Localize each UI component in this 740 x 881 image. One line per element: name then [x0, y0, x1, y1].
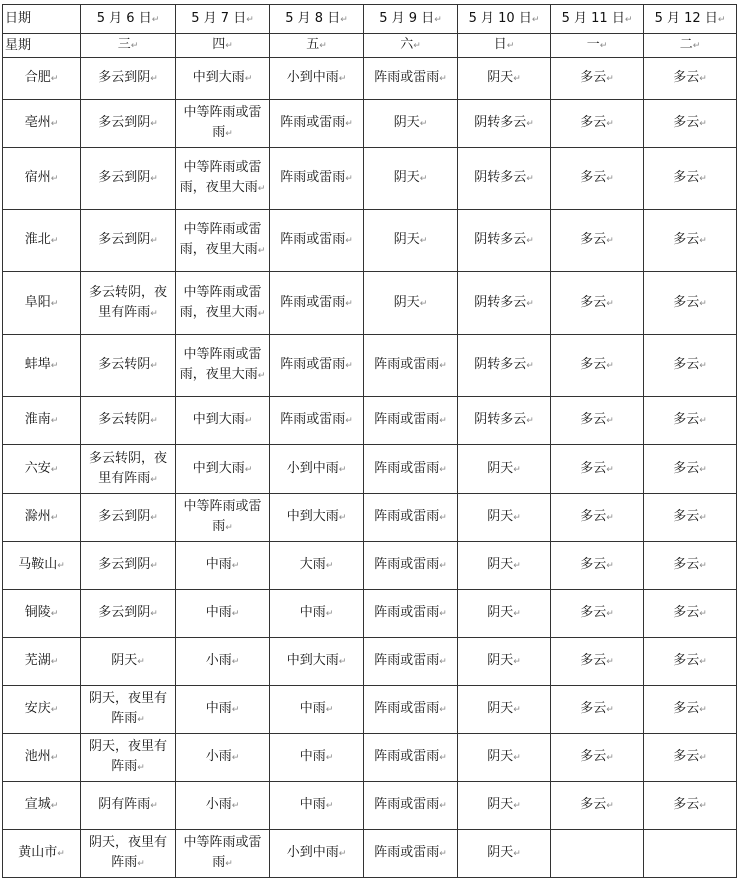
- city-name-cell: 淮北↵: [3, 210, 81, 272]
- table-row: [3, 397, 737, 445]
- forecast-text: 阵雨或雷雨: [374, 509, 440, 524]
- forecast-text: 中到大雨: [192, 460, 245, 476]
- table-row: [3, 445, 737, 494]
- weekday-header: 六↵: [364, 34, 458, 58]
- forecast-text: 多云: [673, 294, 700, 310]
- forecast-text: 阴天: [111, 653, 138, 668]
- city-name-cell: 芜湖↵: [3, 638, 81, 686]
- forecast-cell: 阴转多云↵: [458, 335, 551, 397]
- forecast-text: 阴转多云: [474, 357, 527, 372]
- date-header: 5 月 6 日↵: [81, 5, 176, 34]
- forecast-cell: 阵雨或雷雨↵: [270, 397, 364, 445]
- forecast-cell: 多云转阴，夜里有阵雨↵: [81, 445, 176, 494]
- forecast-cell: 阴天↵: [458, 590, 551, 638]
- forecast-cell: 阵雨或雷雨↵: [364, 445, 458, 494]
- forecast-text: 多云: [580, 357, 607, 372]
- city-name: 淮北: [24, 232, 51, 247]
- forecast-text: 中到大雨: [286, 509, 339, 524]
- forecast-text: 阴转多云: [474, 412, 527, 427]
- forecast-text: 阵雨或雷雨: [374, 749, 440, 764]
- forecast-cell: 阴天↵: [458, 638, 551, 686]
- forecast-text: 多云到阴: [98, 232, 151, 247]
- forecast-text: 多云: [673, 797, 700, 812]
- forecast-cell: 多云↵: [644, 148, 737, 210]
- forecast-text: 多云到阴: [98, 170, 151, 185]
- forecast-text: 中雨: [205, 557, 232, 572]
- forecast-cell: 多云↵: [551, 148, 644, 210]
- forecast-cell: 中到大雨↵: [176, 397, 270, 445]
- forecast-text: 多云: [580, 701, 607, 716]
- forecast-cell: 阴转多云↵: [458, 272, 551, 335]
- forecast-cell: 中雨↵: [176, 542, 270, 590]
- forecast-cell: 阴有阵雨↵: [81, 782, 176, 830]
- forecast-cell: 中等阵雨或雷雨，夜里大雨↵: [176, 210, 270, 272]
- forecast-cell: 中雨↵: [176, 686, 270, 734]
- city-name-cell: 宿州↵: [3, 148, 81, 210]
- forecast-cell: 小雨↵: [176, 638, 270, 686]
- city-name: 亳州: [24, 115, 51, 130]
- forecast-cell: 中等阵雨或雷雨↵: [176, 100, 270, 148]
- forecast-text: 中雨: [299, 749, 326, 764]
- forecast-text: 多云转阴: [98, 357, 151, 372]
- forecast-cell: 中雨↵: [270, 734, 364, 782]
- forecast-cell: 中等阵雨或雷雨↵: [176, 830, 270, 878]
- city-name: 马鞍山: [18, 557, 58, 572]
- forecast-cell: 小雨↵: [176, 782, 270, 830]
- forecast-cell: 中雨↵: [270, 686, 364, 734]
- city-name: 淮南: [24, 412, 51, 427]
- forecast-text: 多云: [673, 115, 700, 130]
- forecast-text: 多云: [580, 294, 607, 310]
- date-header: 5 月 8 日↵: [270, 5, 364, 34]
- forecast-text: 多云: [580, 557, 607, 572]
- forecast-text: 多云: [673, 170, 700, 185]
- forecast-text: 阴转多云: [474, 232, 527, 247]
- forecast-text: 阴天: [487, 509, 514, 524]
- forecast-text: 多云: [673, 460, 700, 476]
- forecast-cell: 多云↵: [644, 100, 737, 148]
- forecast-cell: 大雨↵: [270, 542, 364, 590]
- forecast-text: 阴天: [487, 845, 514, 860]
- forecast-text: 小雨: [205, 797, 232, 812]
- forecast-cell: 多云↵: [644, 335, 737, 397]
- city-name-cell: 黄山市↵: [3, 830, 81, 878]
- forecast-cell: 阵雨或雷雨↵: [364, 58, 458, 100]
- city-name: 宣城: [24, 797, 51, 812]
- weekday-header-row: [3, 34, 737, 58]
- weekday-header: 五↵: [270, 34, 364, 58]
- forecast-text: 阵雨或雷雨: [280, 170, 346, 185]
- weekday-header: 四↵: [176, 34, 270, 58]
- forecast-text: 阴天: [393, 232, 420, 247]
- forecast-cell: 多云↵: [644, 58, 737, 100]
- forecast-text: 阴天: [487, 70, 514, 85]
- city-name: 芜湖: [24, 653, 51, 668]
- forecast-text: 阴天: [393, 170, 420, 185]
- forecast-cell: 阴天↵: [458, 542, 551, 590]
- table-row: [3, 590, 737, 638]
- forecast-cell: 多云↵: [551, 397, 644, 445]
- forecast-cell: 阵雨或雷雨↵: [364, 590, 458, 638]
- forecast-cell: 阵雨或雷雨↵: [364, 542, 458, 590]
- weekday-header: 二↵: [644, 34, 737, 58]
- forecast-cell: 多云↵: [551, 734, 644, 782]
- date-label: 日期: [3, 5, 81, 34]
- forecast-cell: 多云↵: [644, 638, 737, 686]
- forecast-text: 多云: [580, 749, 607, 764]
- forecast-text: 多云到阴: [98, 509, 151, 524]
- forecast-cell: 阵雨或雷雨↵: [364, 638, 458, 686]
- forecast-text: 阴转多云: [474, 115, 527, 130]
- forecast-text: 中雨: [299, 605, 326, 620]
- date-header-row: [3, 5, 737, 34]
- city-name-cell: 池州↵: [3, 734, 81, 782]
- forecast-text: 中到大雨: [286, 653, 339, 668]
- forecast-cell: 阵雨或雷雨↵: [270, 210, 364, 272]
- forecast-cell: 阵雨或雷雨↵: [270, 335, 364, 397]
- forecast-table-body: [3, 5, 737, 878]
- table-row: [3, 782, 737, 830]
- forecast-text: 中等阵雨或雷雨，夜里大雨: [179, 284, 262, 320]
- forecast-cell: 阴天↵: [81, 638, 176, 686]
- forecast-text: 中雨: [205, 701, 232, 716]
- forecast-cell: 中等阵雨或雷雨，夜里大雨↵: [176, 272, 270, 335]
- forecast-cell: 小到中雨↵: [270, 445, 364, 494]
- city-name: 六安: [24, 460, 51, 476]
- forecast-cell: 多云到阴↵: [81, 494, 176, 542]
- forecast-cell: 阵雨或雷雨↵: [364, 686, 458, 734]
- forecast-text: 多云转阴: [98, 412, 151, 427]
- table-row: [3, 58, 737, 100]
- forecast-cell: 阴天↵: [458, 686, 551, 734]
- forecast-text: 阵雨或雷雨: [280, 357, 346, 372]
- city-name-cell: 淮南↵: [3, 397, 81, 445]
- forecast-text: 多云转阴，夜里有阵雨: [88, 450, 167, 486]
- forecast-text: 中等阵雨或雷雨，夜里大雨: [179, 222, 262, 257]
- forecast-cell: 多云↵: [551, 590, 644, 638]
- table-row: [3, 686, 737, 734]
- forecast-text: 多云: [580, 412, 607, 427]
- forecast-cell: 阴天↵: [458, 445, 551, 494]
- forecast-text: 多云: [580, 460, 607, 476]
- city-name: 宿州: [24, 170, 51, 185]
- table-row: [3, 148, 737, 210]
- forecast-text: 中等阵雨或雷雨: [183, 499, 262, 534]
- forecast-text: 阴天，夜里有阵雨: [88, 739, 167, 774]
- forecast-text: 多云: [673, 605, 700, 620]
- forecast-text: 阴有阵雨: [98, 797, 151, 812]
- city-name: 合肥: [24, 70, 51, 85]
- forecast-cell: 多云↵: [551, 542, 644, 590]
- forecast-cell: 多云↵: [644, 542, 737, 590]
- forecast-cell: 阴天↵: [458, 734, 551, 782]
- forecast-cell: 中到大雨↵: [270, 494, 364, 542]
- forecast-text: 小雨: [205, 653, 232, 668]
- forecast-cell: 多云↵: [644, 445, 737, 494]
- forecast-text: 中等阵雨或雷雨，夜里大雨: [179, 347, 262, 382]
- forecast-text: 阴天: [487, 605, 514, 620]
- city-name: 安庆: [24, 701, 51, 716]
- forecast-text: 阴转多云: [474, 170, 527, 185]
- forecast-text: 大雨: [299, 557, 326, 572]
- forecast-text: 小到中雨: [286, 460, 339, 476]
- forecast-cell: 多云↵: [551, 782, 644, 830]
- forecast-cell: 多云↵: [551, 58, 644, 100]
- forecast-cell: 中等阵雨或雷雨，夜里大雨↵: [176, 148, 270, 210]
- weekday-label: 星期: [3, 34, 81, 58]
- table-row: [3, 542, 737, 590]
- forecast-cell: 多云↵: [644, 397, 737, 445]
- forecast-text: 阴天: [393, 294, 420, 310]
- forecast-text: 多云: [580, 509, 607, 524]
- forecast-text: 阴天: [487, 460, 514, 476]
- forecast-text: 多云到阴: [98, 605, 151, 620]
- forecast-text: 多云: [673, 653, 700, 668]
- forecast-cell: 小到中雨↵: [270, 58, 364, 100]
- forecast-cell: 多云↵: [551, 445, 644, 494]
- forecast-cell: 中到大雨↵: [270, 638, 364, 686]
- forecast-cell: 阴天↵: [458, 782, 551, 830]
- forecast-text: 阴转多云: [474, 294, 527, 310]
- forecast-text: 阵雨或雷雨: [374, 605, 440, 620]
- forecast-text: 中雨: [299, 797, 326, 812]
- weekday-header: 三↵: [81, 34, 176, 58]
- forecast-text: 阵雨或雷雨: [280, 115, 346, 130]
- forecast-cell: 多云↵: [551, 100, 644, 148]
- forecast-cell: 阵雨或雷雨↵: [270, 100, 364, 148]
- forecast-cell: 中雨↵: [270, 590, 364, 638]
- forecast-cell: 多云↵: [551, 335, 644, 397]
- forecast-text: 多云: [580, 170, 607, 185]
- forecast-cell: 阵雨或雷雨↵: [364, 335, 458, 397]
- forecast-cell: 阴天，夜里有阵雨↵: [81, 686, 176, 734]
- city-name-cell: 合肥↵: [3, 58, 81, 100]
- forecast-cell: 多云到阴↵: [81, 210, 176, 272]
- forecast-text: 阵雨或雷雨: [374, 845, 440, 860]
- forecast-text: 多云: [673, 557, 700, 572]
- forecast-text: 多云到阴: [98, 70, 151, 85]
- city-name-cell: 阜阳↵: [3, 272, 81, 335]
- city-name: 铜陵: [24, 605, 51, 620]
- forecast-text: 阵雨或雷雨: [374, 701, 440, 716]
- forecast-cell: 多云↵: [644, 590, 737, 638]
- forecast-cell: 小雨↵: [176, 734, 270, 782]
- city-name-cell: 蚌埠↵: [3, 335, 81, 397]
- forecast-cell: 多云↵: [644, 734, 737, 782]
- forecast-cell: 阴转多云↵: [458, 397, 551, 445]
- forecast-text: 阵雨或雷雨: [374, 70, 440, 85]
- forecast-cell: 多云到阴↵: [81, 590, 176, 638]
- forecast-text: 中雨: [299, 701, 326, 716]
- forecast-cell: 阴转多云↵: [458, 148, 551, 210]
- forecast-cell: 多云↵: [644, 272, 737, 335]
- weekday-header: 一↵: [551, 34, 644, 58]
- forecast-text: 阵雨或雷雨: [374, 797, 440, 812]
- forecast-text: 中到大雨: [192, 70, 245, 85]
- forecast-cell: 阵雨或雷雨↵: [270, 272, 364, 335]
- forecast-text: 阵雨或雷雨: [374, 412, 440, 427]
- forecast-text: 阴天: [393, 115, 420, 130]
- city-name-cell: 六安↵: [3, 445, 81, 494]
- city-name-cell: 铜陵↵: [3, 590, 81, 638]
- forecast-cell: 多云↵: [551, 210, 644, 272]
- forecast-text: 中等阵雨或雷雨: [183, 105, 262, 140]
- forecast-cell: 多云↵: [644, 686, 737, 734]
- forecast-text: 中等阵雨或雷雨，夜里大雨: [179, 160, 262, 195]
- forecast-text: 阴天，夜里有阵雨: [88, 835, 167, 870]
- forecast-text: 多云: [673, 701, 700, 716]
- forecast-cell: 阴天↵: [364, 210, 458, 272]
- forecast-text: 阵雨或雷雨: [374, 460, 440, 476]
- forecast-text: 小雨: [205, 749, 232, 764]
- forecast-cell: 多云到阴↵: [81, 58, 176, 100]
- date-header: 5 月 10 日↵: [458, 5, 551, 34]
- forecast-text: 多云: [673, 509, 700, 524]
- forecast-cell: 中到大雨↵: [176, 445, 270, 494]
- forecast-cell: 多云↵: [551, 272, 644, 335]
- forecast-cell: 阴转多云↵: [458, 210, 551, 272]
- forecast-text: 多云: [580, 232, 607, 247]
- forecast-cell: 中雨↵: [270, 782, 364, 830]
- forecast-cell: 中等阵雨或雷雨，夜里大雨↵: [176, 335, 270, 397]
- forecast-cell: 阴天↵: [364, 100, 458, 148]
- forecast-cell: 阴转多云↵: [458, 100, 551, 148]
- forecast-cell: 阴天↵: [458, 58, 551, 100]
- forecast-cell: 多云↵: [644, 782, 737, 830]
- forecast-text: 阴天: [487, 797, 514, 812]
- weekday-header: 日↵: [458, 34, 551, 58]
- forecast-cell: 中等阵雨或雷雨↵: [176, 494, 270, 542]
- forecast-cell: 阴天，夜里有阵雨↵: [81, 734, 176, 782]
- forecast-cell: 多云到阴↵: [81, 148, 176, 210]
- table-row: [3, 638, 737, 686]
- forecast-text: 多云: [673, 412, 700, 427]
- forecast-cell: 中到大雨↵: [176, 58, 270, 100]
- forecast-text: 多云: [580, 653, 607, 668]
- forecast-text: 多云: [673, 357, 700, 372]
- city-name: 滁州: [24, 509, 51, 524]
- date-header: 5 月 7 日↵: [176, 5, 270, 34]
- forecast-cell: 阴天↵: [458, 494, 551, 542]
- forecast-cell: 小到中雨↵: [270, 830, 364, 878]
- forecast-text: 阵雨或雷雨: [374, 653, 440, 668]
- table-row: [3, 210, 737, 272]
- forecast-cell: 多云↵: [551, 494, 644, 542]
- forecast-cell: [551, 830, 644, 878]
- forecast-cell: 阴天↵: [364, 272, 458, 335]
- forecast-cell: 阴天↵: [458, 830, 551, 878]
- date-header: 5 月 11 日↵: [551, 5, 644, 34]
- forecast-cell: 多云转阴↵: [81, 335, 176, 397]
- forecast-text: 小到中雨: [286, 70, 339, 85]
- forecast-text: 多云转阴，夜里有阵雨: [88, 284, 167, 320]
- date-header: 5 月 9 日↵: [364, 5, 458, 34]
- forecast-cell: 多云↵: [551, 638, 644, 686]
- city-name: 阜阳: [24, 294, 51, 310]
- forecast-table: [2, 4, 737, 878]
- forecast-cell: 多云↵: [644, 210, 737, 272]
- city-name: 蚌埠: [24, 357, 51, 372]
- forecast-text: 多云: [673, 232, 700, 247]
- forecast-text: 多云: [580, 70, 607, 85]
- table-row: [3, 734, 737, 782]
- forecast-cell: 中雨↵: [176, 590, 270, 638]
- forecast-cell: 多云转阴，夜里有阵雨↵: [81, 272, 176, 335]
- forecast-text: 中等阵雨或雷雨: [183, 835, 262, 870]
- forecast-text: 阵雨或雷雨: [280, 232, 346, 247]
- forecast-text: 多云到阴: [98, 557, 151, 572]
- table-row: [3, 272, 737, 335]
- forecast-cell: 多云到阴↵: [81, 542, 176, 590]
- forecast-text: 多云: [673, 749, 700, 764]
- forecast-text: 小到中雨: [286, 845, 339, 860]
- forecast-cell: [644, 830, 737, 878]
- forecast-text: 阴天，夜里有阵雨: [88, 691, 167, 726]
- forecast-cell: 多云↵: [644, 494, 737, 542]
- forecast-cell: 阵雨或雷雨↵: [364, 734, 458, 782]
- forecast-cell: 阵雨或雷雨↵: [364, 494, 458, 542]
- forecast-cell: 阴天，夜里有阵雨↵: [81, 830, 176, 878]
- city-name-cell: 宣城↵: [3, 782, 81, 830]
- city-name-cell: 马鞍山↵: [3, 542, 81, 590]
- forecast-text: 中到大雨: [192, 412, 245, 427]
- forecast-text: 阴天: [487, 653, 514, 668]
- city-name-cell: 滁州↵: [3, 494, 81, 542]
- city-name: 池州: [24, 749, 51, 764]
- table-row: [3, 830, 737, 878]
- date-header: 5 月 12 日↵: [644, 5, 737, 34]
- forecast-text: 阵雨或雷雨: [280, 294, 346, 310]
- forecast-text: 多云: [580, 797, 607, 812]
- forecast-text: 阵雨或雷雨: [374, 557, 440, 572]
- forecast-cell: 阵雨或雷雨↵: [364, 397, 458, 445]
- forecast-cell: 阵雨或雷雨↵: [364, 830, 458, 878]
- forecast-text: 多云: [580, 115, 607, 130]
- forecast-text: 阴天: [487, 557, 514, 572]
- city-name: 黄山市: [18, 845, 58, 860]
- forecast-cell: 阵雨或雷雨↵: [270, 148, 364, 210]
- table-row: [3, 100, 737, 148]
- forecast-cell: 阵雨或雷雨↵: [364, 782, 458, 830]
- forecast-text: 阴天: [487, 749, 514, 764]
- city-name-cell: 安庆↵: [3, 686, 81, 734]
- forecast-cell: 阴天↵: [364, 148, 458, 210]
- table-row: [3, 335, 737, 397]
- forecast-text: 阵雨或雷雨: [374, 357, 440, 372]
- forecast-text: 中雨: [205, 605, 232, 620]
- table-row: [3, 494, 737, 542]
- forecast-text: 多云: [580, 605, 607, 620]
- forecast-text: 阴天: [487, 701, 514, 716]
- forecast-cell: 多云到阴↵: [81, 100, 176, 148]
- forecast-text: 多云: [673, 70, 700, 85]
- forecast-text: 阵雨或雷雨: [280, 412, 346, 427]
- forecast-text: 多云到阴: [98, 115, 151, 130]
- city-name-cell: 亳州↵: [3, 100, 81, 148]
- forecast-cell: 多云↵: [551, 686, 644, 734]
- forecast-cell: 多云转阴↵: [81, 397, 176, 445]
